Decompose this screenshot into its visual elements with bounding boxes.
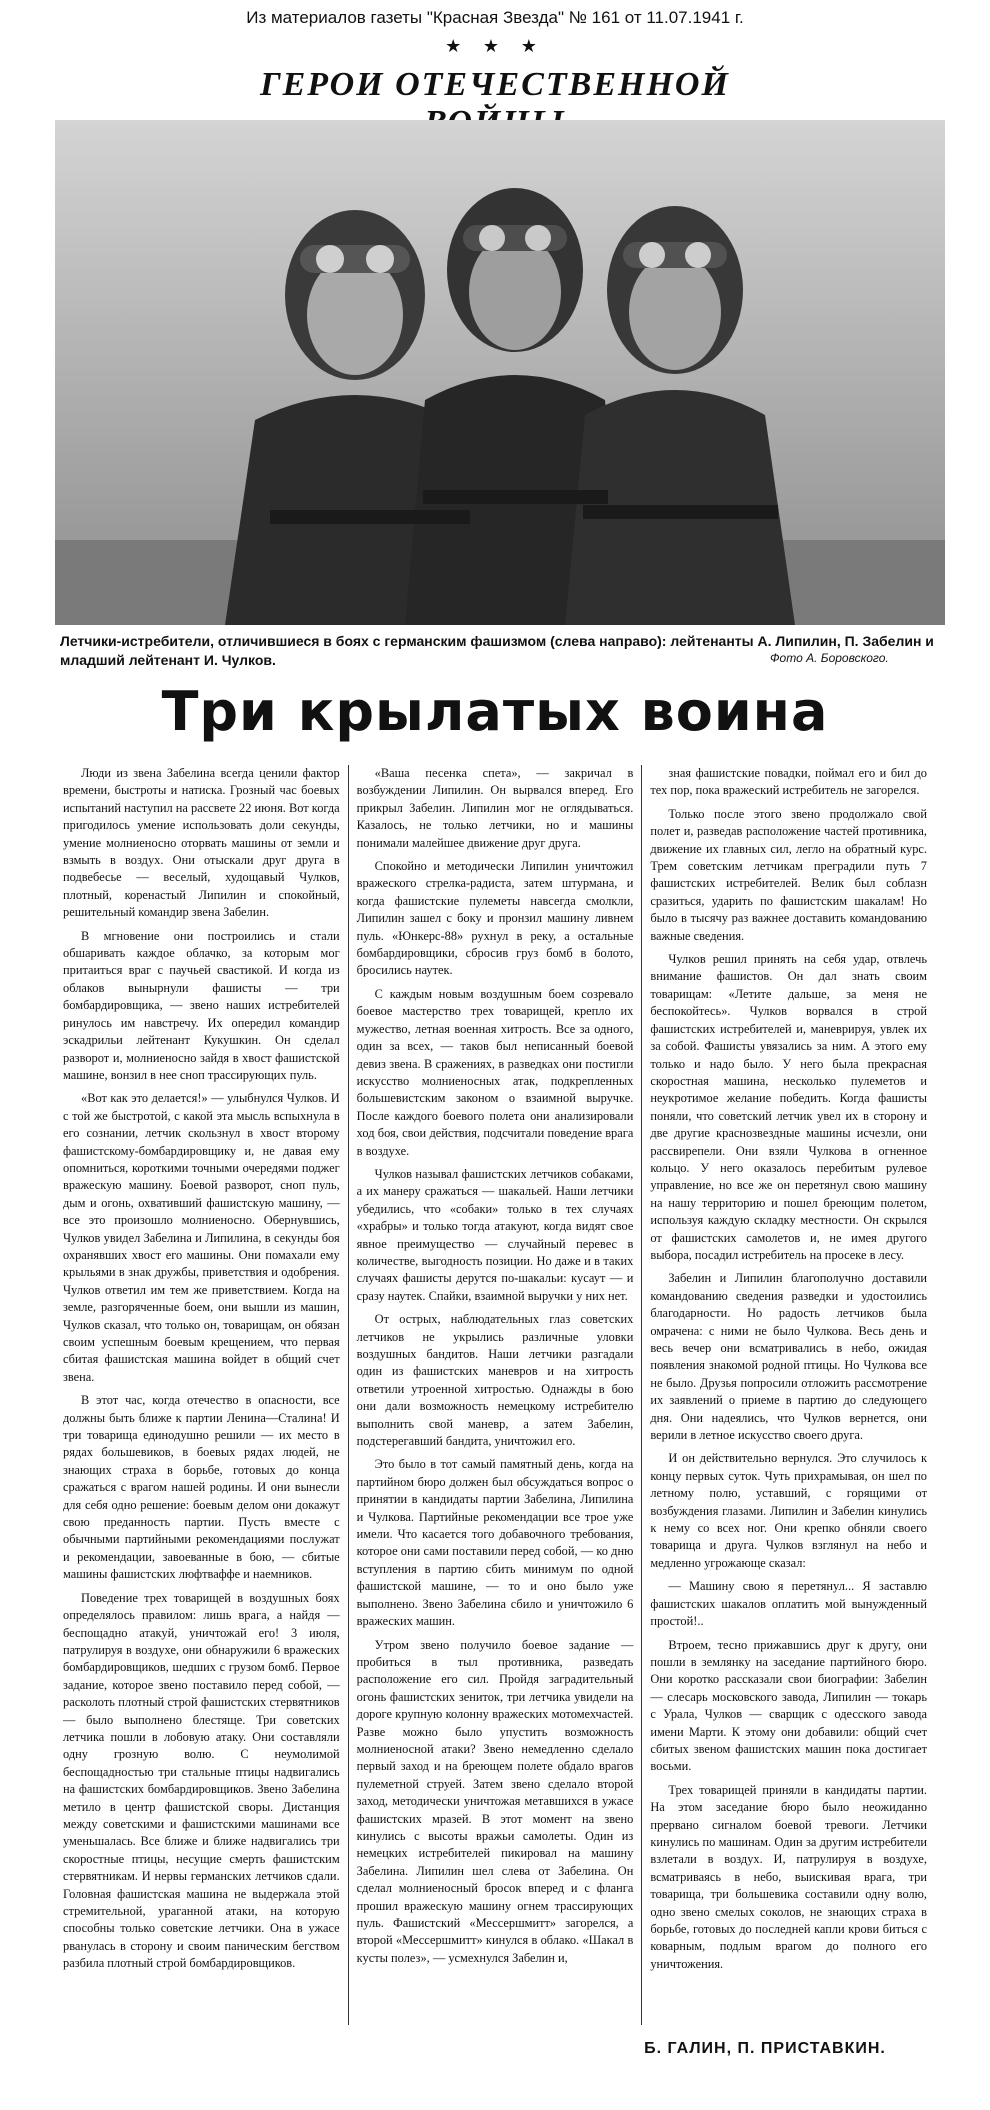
- paragraph: — Машину свою я перетянул... Я заставлю фашистских шакалов оплатить мой вынужденный простой!..: [650, 1579, 928, 1629]
- pilots-photo-illustration: [55, 120, 945, 625]
- article-column-1: [55, 765, 348, 2025]
- source-line: Из материалов газеты "Красная Звезда" № 161 от 11.07.1941 г.: [246, 8, 744, 27]
- paragraph: От острых, наблюдательных глаз советских летчиков не укрылись различные уловки воздушных бандитов. Наши летчики разгадали один из фашистских маневров и на хитрость ответили утроенной хитростью. Однажды в бою они дали возможность немецкому истребителю выполнить свой маневр, а затем Забелин, подстерегавший бандита, уничтожил его.: [356, 1312, 634, 1449]
- photo-caption: Летчики-истребители, отличившиеся в боях с германским фашизмом (слева направо): лейтенанты А. Липилин, П. Забелин и младший лейтенант И. Чулков.: [60, 633, 934, 668]
- paragraph: «Ваша песенка спета», — закричал в возбуждении Липилин. Он вырвался вперед. Его прикрыл Забелин. Липилин мог не оглядываться. Казалось, не только летчики, но и машины понимали малейшее движение друг друга.: [356, 766, 634, 850]
- paragraph: В этот час, когда отечество в опасности, все должны быть ближе к партии Ленина—Сталина! И три товарища единодушно решили — их место в рядах большевиков, в боевых рядах людей, не знающих страха в борьбе, готовых до конца сражаться с врагом нашей родины. И они вынесли для себя одно решение: боевым делом они докажут свою преданность партии. Пусть вместе с обычными партийными рекомендациями послужат и рекомендации, завоеванные в бою, — сбитые машины фашистских люфтваффе и наемников.: [63, 1393, 340, 1582]
- stars-ornament: ★ ★ ★: [445, 36, 545, 57]
- rubric-heading: ГЕРОИ ОТЕЧЕСТВЕННОЙ: [210, 66, 780, 147]
- paragraph: Забелин и Липилин благополучно доставили командованию сведения разведки и удостоились благодарности. Но радость летчиков была омрачена: с ними не было Чулкова. Весь день и весь вечер они всматривались в небо, ожидая появления знакомой родной птицы. Но Чулкова все не было. Друзья попросили отложить рассмотрение их заявлений о приеме в партию до следующего дня. Они надеялись, что Чулков вернется, они верили в летное искусство своего друга.: [650, 1271, 928, 1443]
- article-body: [55, 765, 935, 2025]
- paragraph: И он действительно вернулся. Это случилось к концу первых суток. Чуть прихрамывая, он шел по летному полю, уставший, с горящими от возбуждения глазами. Липилин и Забелин кинулись к нему со всех ног. Они крепко обняли своего товарища и друга. Чулков взглянул на небо и медленно угрожающе сказал:: [650, 1451, 928, 1570]
- paragraph: В мгновение они построились и стали обшаривать каждое облачко, за которым мог притаиться враг с паучьей свастикой. И когда из облаков вынырнули фашисты — три бомбардировщика, — звено наших истребителей ринулось им навстречу. Их опередил командир эскадрильи лейтенант Кукушкин. Он сделал разворот и, молниеносно зайдя в хвост фашистской машине, вонзил в нее сноп трассирующих пуль.: [63, 928, 340, 1082]
- paragraph: Это было в тот самый памятный день, когда на партийном бюро должен был обсуждаться вопрос о принятии в кандидаты партии Забелина, Липилина и Чулкова. Партийные рекомендации все трое уже имели. Что касается того добавочного требования, которое они сами поставили перед собой, — ко дню вступления в партию сбить минимум по одной фашистской машине, — то и оно было уже выполнено. Звено Забелина сбило и уничтожило 6 вражеских машин.: [356, 1457, 634, 1629]
- paragraph: Только после этого звено продолжало свой полет и, разведав расположение частей противника, движение их главных сил, легло на обратный курс. Трем советским летчикам преградили путь 7 фашистских истребителей. Велик был соблазн сразиться, ударить по фашистским шакалам! Но было в тысячу раз важнее доставить командованию важные сведения.: [650, 806, 928, 943]
- paragraph: Чулков решил принять на себя удар, отвлечь внимание фашистов. Он дал знать своим товарищам: «Летите дальше, за меня не беспокойтесь». Чулков ворвался в строй фашистских истребителей и, маневрируя, увлек их за собой. Фашисты увязались за ним. А этого ему только и надо было. У него была прекрасная скоростная машина, несколько пулеметов и неукротимое желание победить. Когда фашисты поняли, что советский летчик увел их в сторону и две другие краснозвездные машины исчезли, они рассвирепели. Они взяли Чулкова в огненное кольцо. У него оказалось перебитым рулевое управление, но все же он перетянул свою машину на нашу территорию и пошел бреющим полетом, используя каждую складку местности. Он скрылся от фашистских самолетов и, не имея другого выбора, посадил истребитель на просеке в лесу.: [650, 952, 928, 1262]
- paragraph: Поведение трех товарищей в воздушных боях определялось правилом: лишь врага, а найдя — беспощадно атакуй, уничтожай его! 3 июля, патрулируя в воздухе, они обнаружили 6 вражеских бомбардировщиков, шедших с грузом бомб. Первое задание, которое звено поставило перед собой, — расколоть плотный строй фашистских стервятников — было выполнено блестяще. Три советских летчика пошли в лобовую атаку. Они составляли одну грозную волю. С неумолимой беспощадностью три стальные птицы надвигались на фашистских бомбардировщиков. Звено Забелина метило в центр фашистской своры. Дистанция между советскими и фашистскими машинами все уменьшалась. Все ближе и ближе надвигались три скоростные птицы, несущие смерть фашистским стервятникам. И нервы германских летчиков сдали. Головная фашистская машина не выдержала этой стремительной, ураганной атаки, на которую способны только советские летчики. Она в ужасе рванулась в сторону и своим паническим бегством разбила плотный строй бомбардировщиков.: [63, 1590, 340, 1971]
- paragraph: «Вот как это делается!» — улыбнулся Чулков. И с той же быстротой, с какой эта мысль вспыхнула в его сознании, летчик скользнул в хвост второму фашистскому-бомбардировщику и, не давая ему опомниться, короткими точными очередями поджег вражескую машину. Боевой разворот, сноп пуль, дым и огонь, охвативший фашистскую машину, — все это произошло молниеносно. Обернувшись, Чулков увидел Забелина и Липилина, в секунды боя охранявших хвост его машины. Они помахали ему крыльями в знак дружбы, приветствия и одобрения. Чулков ответил им тем же приветствием. Когда на земле, разгоряченные боем, они вышли из машин, Чулков сказал, что только он, товарищам, он обязан своим успешным боевым крещением, что первая сбитая фашистская машина войдет в общий счет звена.: [63, 1091, 340, 1384]
- article-title: Три крылатых воина: [161, 680, 829, 743]
- article-authors: Б. ГАЛИН, П. ПРИСТАВКИН.: [644, 2040, 886, 2057]
- paragraph: Чулков называл фашистских летчиков собаками, а их манеру сражаться — шакальей. Наши летчики убедились, что «собаки» только в тех случаях «храбры» и только тогда атакуют, когда видят свое явное преимущество — случайный перевес в количестве, выгодность позиции. Но даже и в таких случаях фашисты дерутся по-шакальи: кусаут — и сразу наутек. Спайки, взаимной выручки у них нет.: [356, 1166, 634, 1303]
- paragraph: Утром звено получило боевое задание — пробиться в тыл противника, разведать расположение его сил. Пройдя заградительный огонь фашистских зениток, три летчика увидели на дороге крупную колонну вражеских мотомехчастей. Разве можно было упустить возможность молниеносной атаки? Звено немедленно сделало первый заход и на бреющем полете обдало врагов пулеметной струей. Затем звено сделало второй заход, методически уничтожая метавшихся в ужасе фашистских мразей. В этот момент на звено кинулись с высоты вражьи самолеты. Один из немецких истребителей пикировал на машину Забелина. Липилин шел слева от Забелина. Он сделал молниеносный бросок вперед и с фланга прошил вражескую машину огнем трассирующих пуль. Фашистский «Мессершмитт» загорелся, а второй «Мессершмитт» кинулся в облако. «Шакал в кусты полез», — усмехнулся Забелин и,: [356, 1637, 634, 1965]
- paragraph: зная фашистские повадки, поймал его и бил до тех пор, пока вражеский истребитель не загорелся.: [650, 766, 928, 798]
- article-column-2: [348, 765, 642, 2025]
- pilots-photo: [55, 120, 945, 625]
- photo-credit: Фото А. Боровского.: [770, 651, 889, 665]
- paragraph: Спокойно и методически Липилин уничтожил вражеского стрелка-радиста, затем штурмана, и когда фашистские пулеметы навсегда смолкли, Липилин зашел с боку и пронзил машину ливнем пуль. «Юнкерс-88» рухнул в реку, а остальные бомбардировщики, сбросив груз бомб в болото, бросились наутек.: [356, 859, 634, 978]
- article-column-3: [641, 765, 935, 2025]
- paragraph: Втроем, тесно прижавшись друг к другу, они пошли в землянку на заседание партийного бюро. Они коротко рассказали свои биографии: Забелин — слесарь московского завода, Липилин — токарь с Урала, Чулков — сварщик с одесского завода имени Марти. К этому они добавили: общий счет сбитых звеном фашистских машин пока достигает восьми.: [650, 1637, 928, 1774]
- paragraph: Трех товарищей приняли в кандидаты партии. На этом заседание бюро было неожиданно прервано сигналом боевой тревоги. Летчики кинулись по машинам. Один за другим истребители взлетали в воздух. И, патрулируя в воздухе, всматриваясь в небо, выискивая врага, три товарища, три большевика составили одну волю, одно звено смелых соколов, не знающих страха в борьбе, готовых до последней капли крови биться с коварным, подлым врагом до полного его уничтожения.: [650, 1782, 928, 1971]
- paragraph: С каждым новым воздушным боем созревало боевое мастерство трех товарищей, крепло их мужество, летная военная хитрость. Все за одного, один за всех, — таков был неписанный боевой девиз звена. В сражениях, в разведках они постигли искусство молниеносных атак, подкрепленных большевистским законом о взаимной выручке. После каждого боевого полета они анализировали ход боя, свои действия, подсчитали поведение врага в воздухе.: [356, 986, 634, 1158]
- paragraph: Люди из звена Забелина всегда ценили фактор времени, быстроты и натиска. Грозный час боевых испытаний наступил на рассвете 22 июня. Вот когда пригодилось умение использовать доли секунды, умение молниеносно оторвать машины от земли и взмыть в воздух. Они отыскали друг друга в подвебесье — веселый, худощавый Чулков, плотный, коренастый Липилин и спокойный, решительный командир звена Забелин.: [63, 766, 340, 920]
